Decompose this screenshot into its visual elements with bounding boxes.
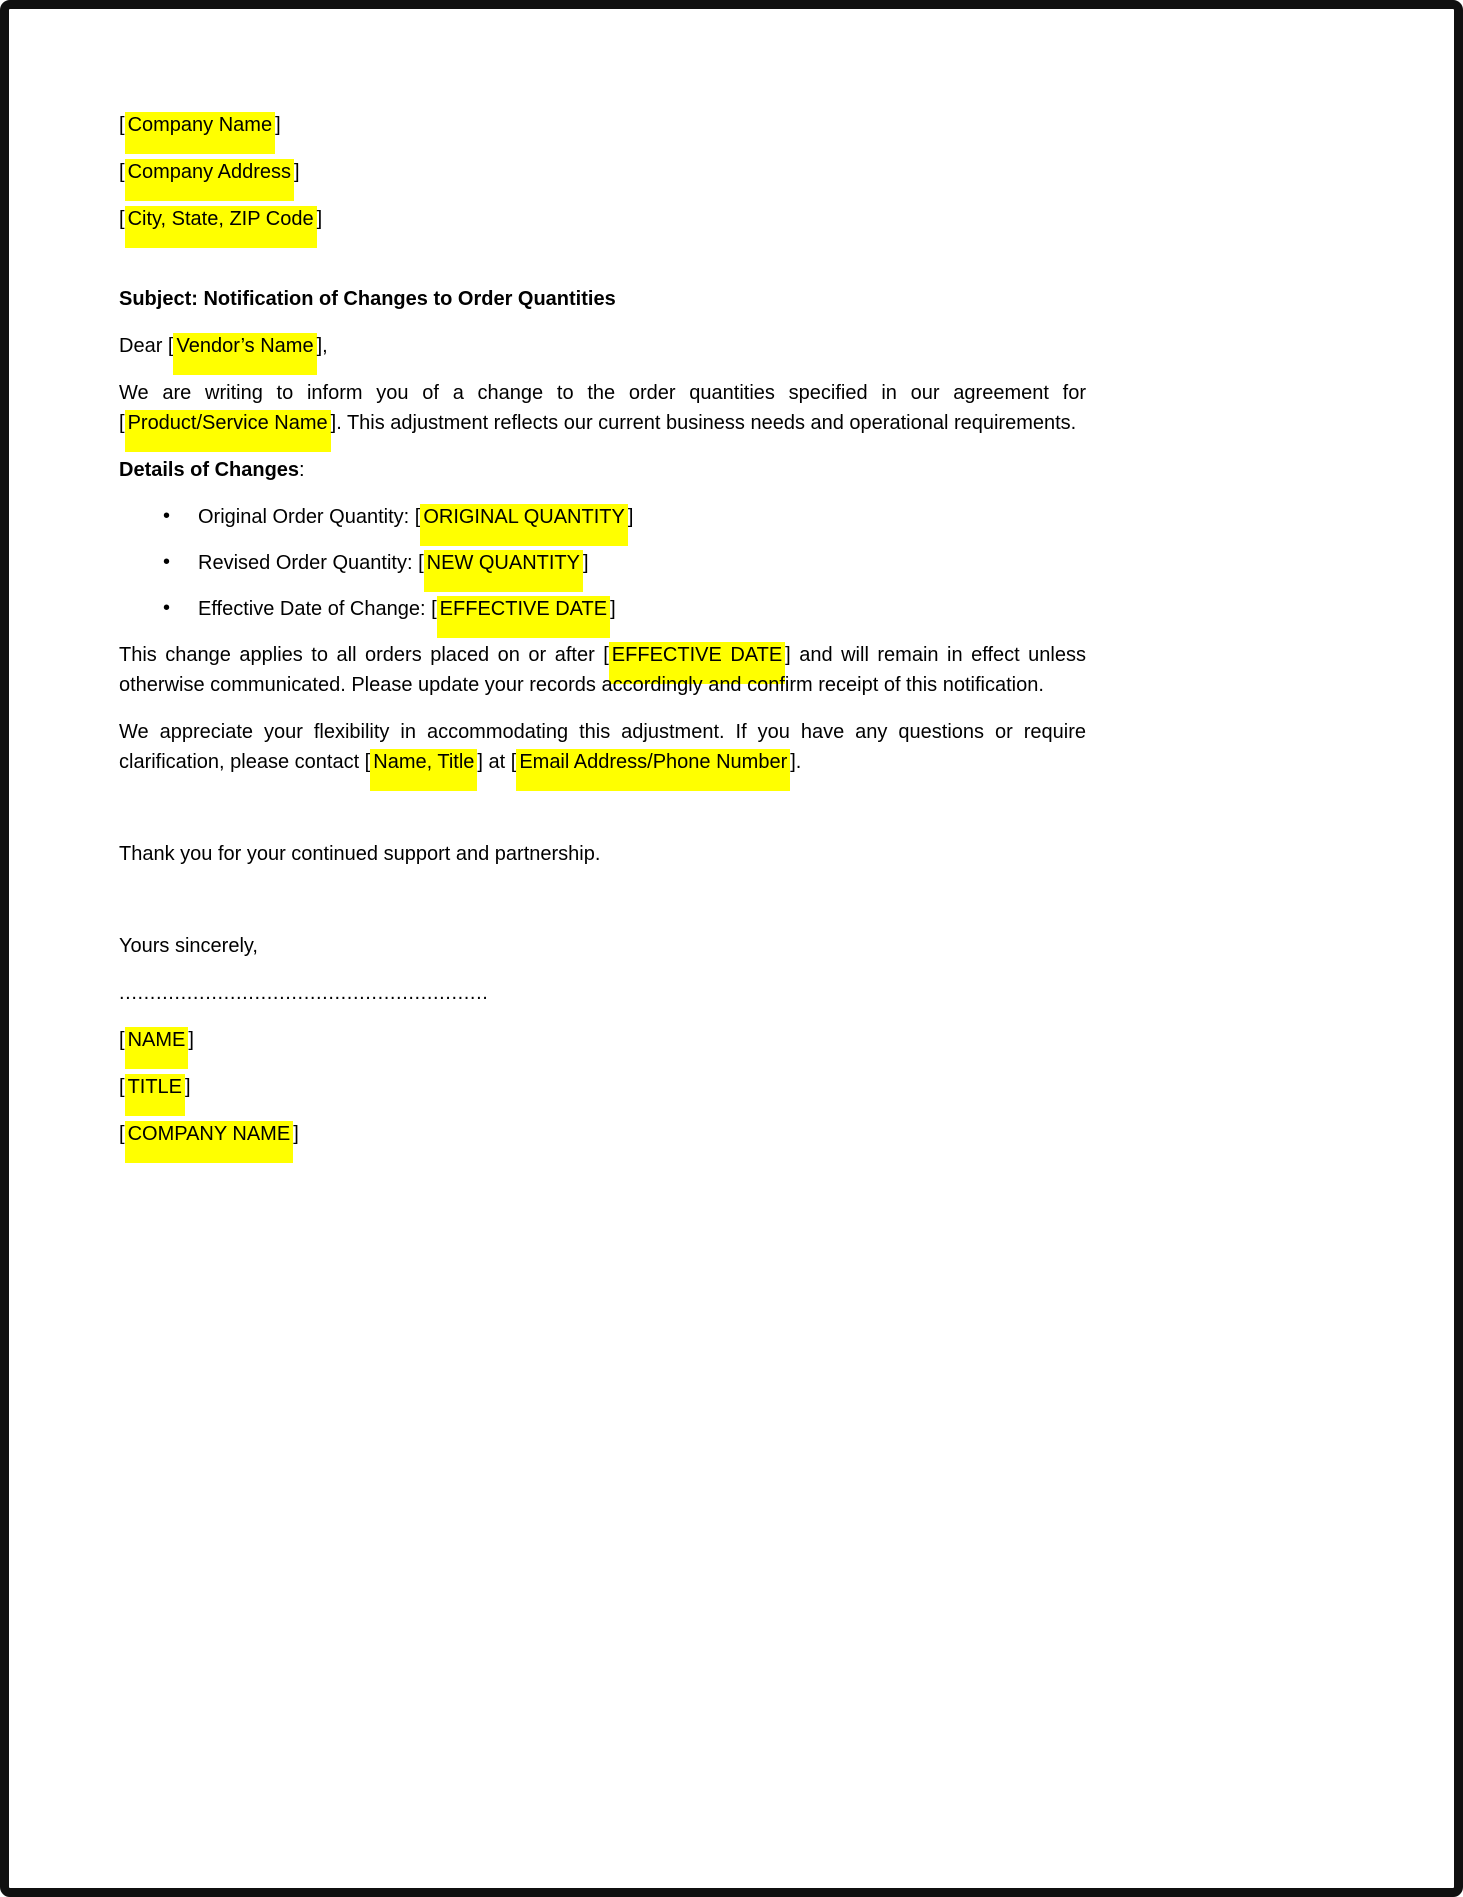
contact-text-post: ]. [790,751,802,773]
effect-text-pre: This change applies to all orders placed on or after [ [119,644,609,666]
bullet-effective-date [119,594,1086,624]
new-quantity-placeholder: NEW QUANTITY [424,550,583,592]
contact-text-mid: ] at [ [477,751,517,773]
company-address-placeholder: Company Address [125,159,294,201]
salutation [119,331,1086,361]
close-bracket: ] [583,552,589,574]
company-name-signature-placeholder: COMPANY NAME [125,1121,294,1163]
salutation-pre: Dear [ [119,335,174,357]
details-heading-text: Details of Changes [119,459,300,481]
bullet-label: Original Order Quantity: [ [198,506,421,528]
details-heading [119,455,1086,485]
open-bracket: [ [119,1029,125,1051]
city-state-zip-placeholder: City, State, ZIP Code [125,206,317,248]
close-bracket: ] [188,1029,194,1051]
signature-dotted-line: ............................................................ [119,982,489,1004]
signature-title-line [119,1072,1086,1102]
closing-line: Yours sincerely, [119,935,258,957]
close-bracket: ] [610,598,616,620]
subject-line: Subject: Notification of Changes to Order Quantities [119,288,616,310]
effect-paragraph [119,640,1086,700]
close-bracket: ] [275,114,281,136]
details-bullet-list [119,502,1086,624]
effective-date-placeholder: EFFECTIVE DATE [437,596,610,638]
effective-date-placeholder: EFFECTIVE DATE [609,642,785,684]
effect-text-post: ] and will remain in effect unless otherwise communicated. Please update your records accordingly and confirm receipt of this notification. [119,644,1086,696]
contact-text-pre: We appreciate your flexibility in accommodating this adjustment. If you have any questions or require clarification, please contact [ [119,721,1086,773]
company-name-line [119,110,1086,140]
bullet-icon: • [163,551,171,573]
original-quantity-placeholder: ORIGINAL QUANTITY [420,504,628,546]
open-bracket: [ [119,208,125,230]
company-address-line [119,157,1086,187]
thanks-paragraph: Thank you for your continued support and partnership. [119,843,601,865]
bullet-icon: • [163,597,171,619]
name-placeholder: NAME [125,1027,189,1069]
close-bracket: ] [293,161,300,183]
bullet-original-quantity [119,502,1086,532]
details-heading-colon: : [299,459,305,481]
product-service-placeholder: Product/Service Name [125,410,331,452]
vendor-name-placeholder: Vendor’s Name [173,333,316,375]
signature-company-line [119,1119,1086,1149]
bullet-icon: • [163,505,171,527]
email-phone-placeholder: Email Address/Phone Number [516,749,790,791]
open-bracket: [ [119,114,125,136]
close-bracket: ] [185,1076,191,1098]
company-name-placeholder: Company Name [125,112,276,154]
open-bracket: [ [119,1123,125,1145]
letter-content [9,9,1454,1206]
city-state-zip-line [119,204,1086,234]
intro-text-post: ]. This adjustment reflects our current business needs and operational requirements. [330,412,1077,434]
signature-name-line [119,1025,1086,1055]
contact-paragraph [119,717,1086,777]
bullet-revised-quantity [119,548,1086,578]
title-placeholder: TITLE [125,1074,185,1116]
close-bracket: ] [627,506,634,528]
open-bracket: [ [119,161,125,183]
bullet-label: Effective Date of Change: [ [198,598,437,620]
name-title-placeholder: Name, Title [370,749,477,791]
intro-paragraph [119,378,1086,438]
salutation-post: ], [316,335,328,357]
open-bracket: [ [119,1076,125,1098]
intro-text-pre: We are writing to inform you of a change to the order quantities specified in our agreement for [ [119,382,1086,434]
close-bracket: ] [293,1123,299,1145]
close-bracket: ] [316,208,323,230]
bullet-label: Revised Order Quantity: [ [198,552,424,574]
